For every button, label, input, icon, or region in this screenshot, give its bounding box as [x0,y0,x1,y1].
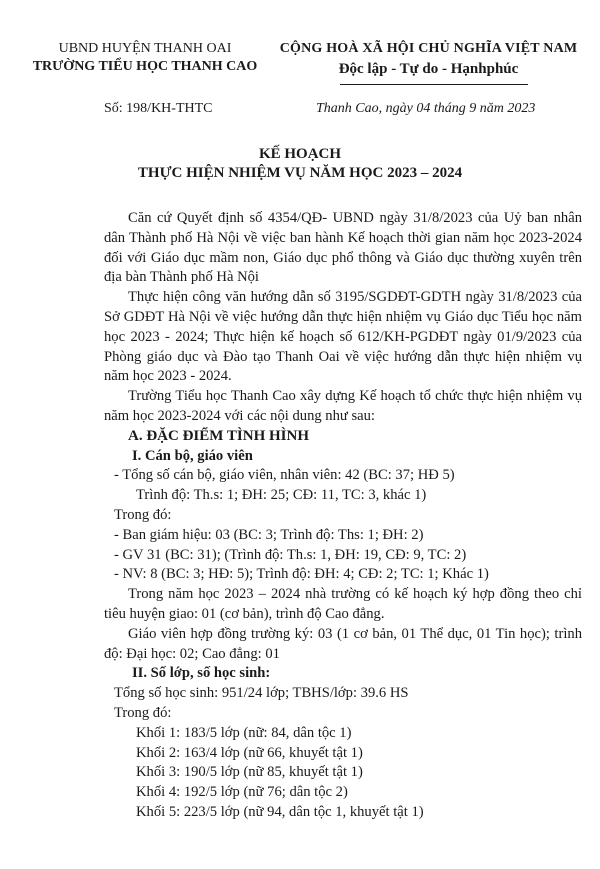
teachers-line: - GV 31 (BC: 31); (Trình độ: Th.s: 1, ĐH: 19, CĐ: 9, TC: 2) [114,546,467,563]
national-motto-block [276,40,581,80]
national-name: CỘNG HOÀ XÃ HỘI CHỦ NGHĨA VIỆT NAM [279,41,578,56]
contract-plan: Trong năm học 2023 – 2024 nhà trường có kế hoạch ký hợp đồng theo chỉ tiêu huyện giao: 01 (cơ bản), trình độ Cao đẳng. [104,586,582,622]
staff-qualification: Trình độ: Th.s: 1; ĐH: 25; CĐ: 11, TC: 3, khác 1) [136,487,427,504]
paragraph-basis: Căn cứ Quyết định số 4354/QĐ- UBND ngày 31/8/2023 của Uỷ ban nhân dân Thành phố Hà Nội về việc ban hành Kế hoạch thời gian năm học 2023-2024 đối với Giáo dục mầm non, Giáo dục phổ thông và Giáo dục thường xuyên trên địa bàn Thành phố Hà Nội [104,210,582,286]
students-total: Tổng số học sinh: 951/24 lớp; TBHS/lớp: 39.6 HS [114,685,409,702]
paragraph-plan: Trường Tiểu học Thanh Cao xây dựng Kế hoạch tổ chức thực hiện nhiệm vụ năm học 2023-2024 với các nội dung như sau: [104,388,582,424]
section-2-heading: II. Số lớp, số học sinh: [132,665,271,682]
staff-line: - NV: 8 (BC: 3; HĐ: 5); Trình độ: ĐH: 4; CĐ: 2; TC: 1; Khác 1) [114,566,489,583]
document-date: Thanh Cao, ngày 04 tháng 9 năm 2023 [316,101,536,116]
section-a-heading: A. ĐẶC ĐIỂM TÌNH HÌNH [128,427,309,444]
grade-line: Khối 3: 190/5 lớp (nữ 85, khuyết tật 1) [136,764,363,781]
staff-total: - Tổng số cán bộ, giáo viên, nhân viên: 42 (BC: 37; HĐ 5) [114,467,455,484]
grade-line: Khối 5: 223/5 lớp (nữ 94, dân tộc 1, khuyết tật 1) [136,803,424,820]
contract-teachers: Giáo viên hợp đồng trường ký: 03 (1 cơ bản, 01 Thể dục, 01 Tin học); trình độ: Đại học: 02; Cao đẳng: 01 [104,625,582,662]
title-line-2: THỰC HIỆN NHIỆM VỤ NĂM HỌC 2023 – 2024 [137,165,463,181]
document-body [104,209,582,823]
issuer-block [30,40,260,76]
grade-line: Khối 4: 192/5 lớp (nữ 76; dân tộc 2) [136,784,348,801]
board-line: - Ban giám hiệu: 03 (BC: 3; Trình độ: Ths: 1; ĐH: 2) [114,526,424,543]
grade-line: Khối 2: 163/4 lớp (nữ 66, khuyết tật 1) [136,744,363,761]
section-1-heading: I. Cán bộ, giáo viên [132,447,253,464]
document-number: Số: 198/KH-THTC [104,101,213,116]
grade-line: Khối 1: 183/5 lớp (nữ: 84, dân tộc 1) [136,724,352,741]
title-line-1: KẾ HOẠCH [258,146,342,162]
issuer-school: TRƯỜNG TIỂU HỌC THANH CAO [32,59,258,74]
issuer-parent: UBND HUYỆN THANH OAI [58,41,232,56]
breakdown-label: Trong đó: [114,506,172,523]
national-motto: Độc lập - Tự do - Hạnhphúc [338,61,519,77]
motto-underline [340,84,528,85]
breakdown-label-2: Trong đó: [114,704,172,721]
document-title [0,145,600,183]
paragraph-guidance: Thực hiện công văn hướng dẫn số 3195/SGDĐT-GDTH ngày 31/8/2023 của Sở GDĐT Hà Nội về việc hướng dẫn thực hiện nhiệm vụ Giáo dục Tiểu học năm học 2023 - 2024; Thực hiện kế hoạch số 612/KH-PGDĐT ngày 01/9/2023 của Phòng giáo dục và Đào tạo Thanh Oai về việc hướng dẫn thực hiện nhiệm vụ năm học 2023 - 2024. [104,289,582,385]
